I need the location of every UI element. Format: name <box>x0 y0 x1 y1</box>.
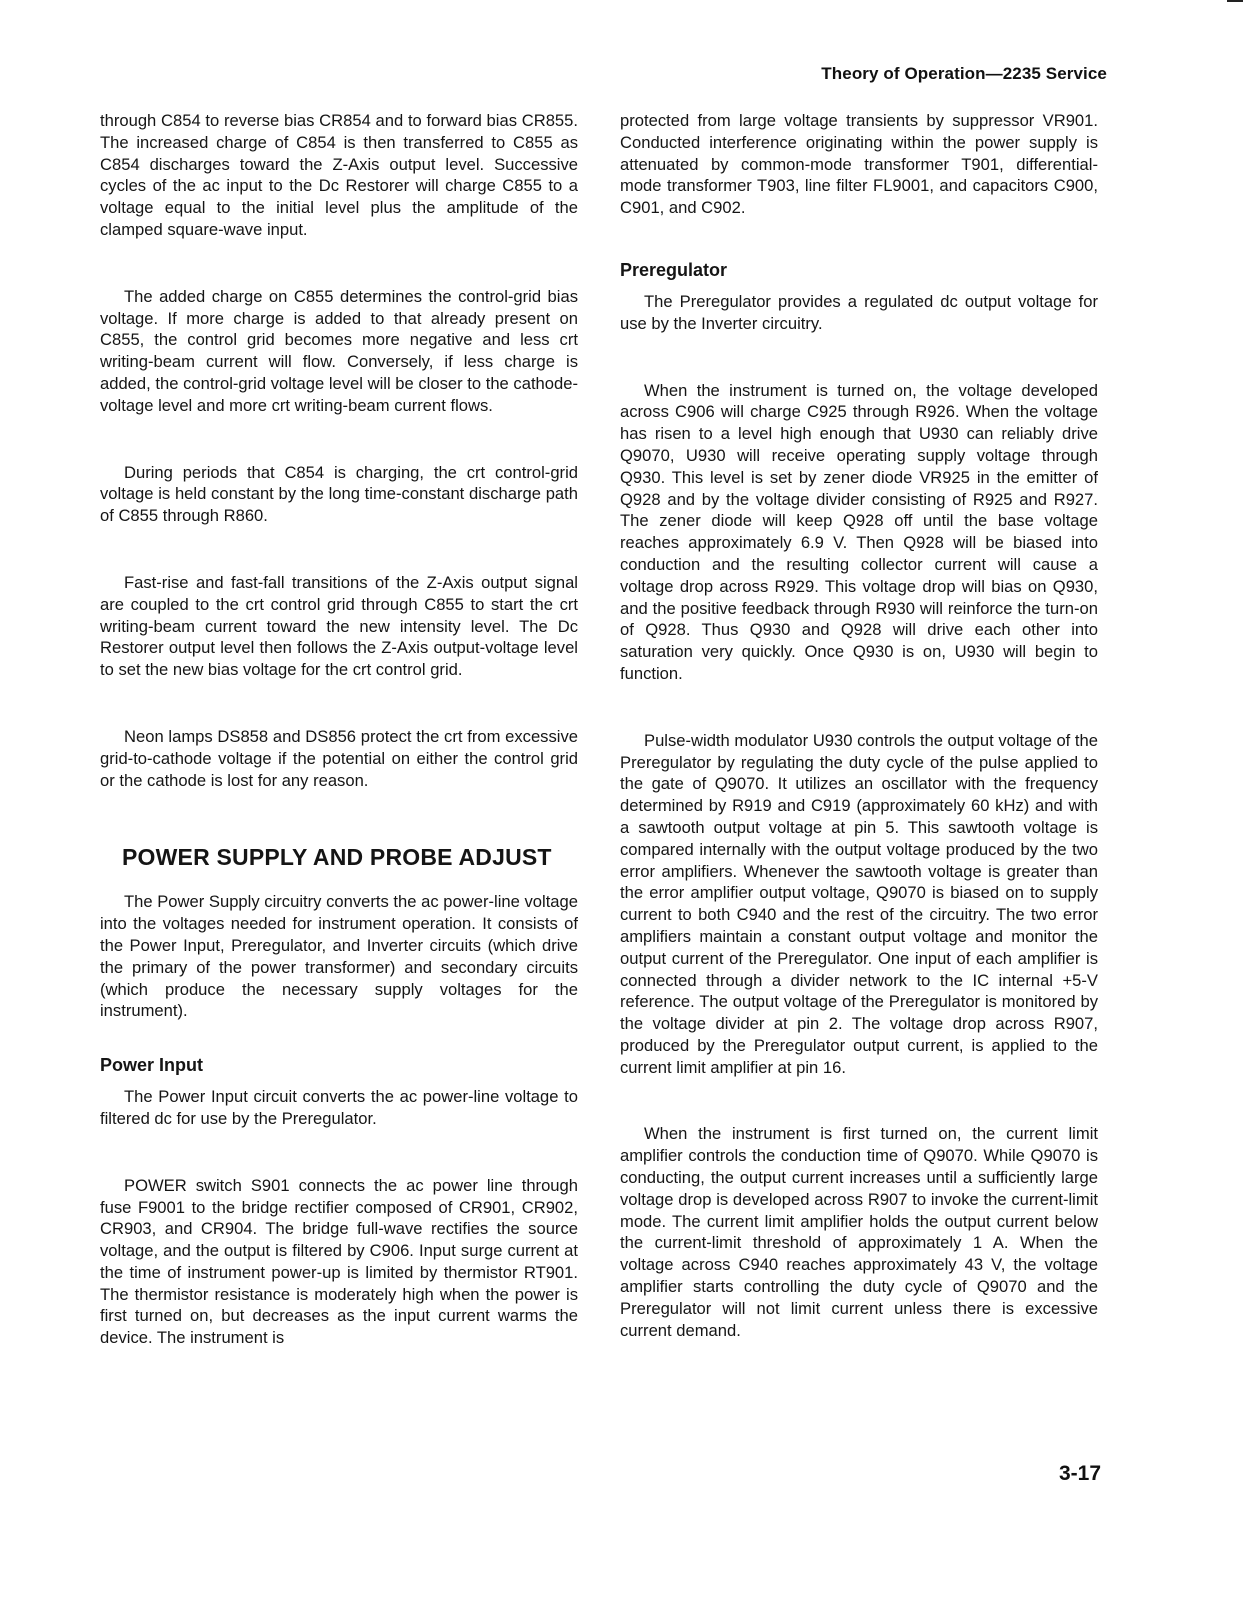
subheading-preregulator: Preregulator <box>620 259 728 280</box>
left-column <box>100 110 578 1349</box>
paragraph-c854-charging: During periods that C854 is charging, the crt control-grid voltage is held constant by the long time-constant discharge path of C855 through R860. <box>100 462 578 526</box>
running-header: Theory of Operation—2235 Service <box>821 64 1107 83</box>
scan-corner-mark <box>1227 0 1243 2</box>
paragraph-pulse-width-modulator: Pulse-width modulator U930 controls the output voltage of the Preregulator by regulating the duty cycle of the pulse applied to the gate of Q9070. It utilizes an oscillator with the frequency determined by R919 and C919 (approximately 60 kHz) and with a sawtooth output voltage at pin 5. This sawtooth voltage is compared internally with the output voltage produced by the two error amplifiers. Whenever the sawtooth voltage is greater than the error amplifier output voltage, Q9070 is biased on to supply current to both C940 and the rest of the circuitry. The two error amplifiers maintain a constant output voltage and monitor the output current of the Preregulator. One input of each amplifier is connected through a divider network to the IC internal +5-V reference. The output voltage of the Preregulator is monitored by the voltage divider at pin 2. The voltage drop across R907, produced by the Preregulator output current, is applied to the current limit amplifier at pin 16. <box>620 730 1098 1077</box>
right-column <box>620 110 1098 1341</box>
paragraph-power-switch: POWER switch S901 connects the ac power line through fuse F9001 to the bridge rectifier composed of CR901, CR902, CR903, and CR904. The bridge full-wave rectifies the source voltage, and the output is filtered by C906. Input surge current at the time of instrument power-up is limited by thermistor RT901. The thermistor resistance is moderately high when the power is first turned on, but decreases as the input current warms the device. The instrument is <box>100 1175 578 1348</box>
paragraph-preregulator-startup: When the instrument is turned on, the voltage developed across C906 will charge C925 through R926. When the voltage has risen to a level high enough that U930 can reliably drive Q9070, U930 will receive operating supply voltage through Q930. This level is set by zener diode VR925 in the emitter of Q928 and by the voltage divider consisting of R925 and R927. The zener diode will keep Q928 off until the base voltage reaches approximately 6.9 V. Then Q928 will be biased into conduction and the resulting collector current will cause a voltage drop across R929. This voltage drop will bias on Q930, and the positive feedback through R930 will reinforce the turn-on of Q928. Thus Q930 and Q928 will drive each other into saturation very quickly. Once Q930 is on, U930 will begin to function. <box>620 380 1098 683</box>
paragraph-current-limit: When the instrument is first turned on, the current limit amplifier controls the conduction time of Q9070. While Q9070 is conducting, the output current increases until a sufficiently large voltage drop is developed across R907 to invoke the current-limit mode. The current limit amplifier holds the output current below the current-limit threshold of approximately 1 A. When the voltage across C940 reaches approximately 43 V, the voltage amplifier starts controlling the duty cycle of Q9070 and the Preregulator will not limit current unless there is excessive current demand. <box>620 1124 1098 1340</box>
paragraph-power-input-overview: The Power Input circuit converts the ac power-line voltage to filtered dc for use by the Preregulator. <box>100 1087 578 1128</box>
paragraph-dc-restorer-continued: through C854 to reverse bias CR854 and to forward bias CR855. The increased charge of C854 is then transferred to C855 as C854 discharges toward the Z-Axis output level. Successive cycles of the ac input to the Dc Restorer will charge C855 to a voltage equal to the initial level plus the amplitude of the clamped square-wave input. <box>100 111 578 239</box>
paragraph-neon-lamps: Neon lamps DS858 and DS856 protect the crt from excessive grid-to-cathode voltage if the potential on either the control grid or the cathode is lost for any reason. <box>100 726 578 790</box>
paragraph-transient-protection: protected from large voltage transients by suppressor VR901. Conducted interference originating within the power supply is attenuated by common-mode transformer T901, differential-mode transformer T903, line filter FL9001, and capacitors C900, C901, and C902. <box>620 111 1098 218</box>
paragraph-control-grid-bias: The added charge on C855 determines the control-grid bias voltage. If more charge is added to that already present on C855, the control grid becomes more negative and less crt writing-beam current will flow. Conversely, if less charge is added, the control-grid voltage level will be closer to the cathode-voltage level and more crt writing-beam current flows. <box>100 286 578 415</box>
section-title-power-supply: POWER SUPPLY AND PROBE ADJUST <box>122 844 552 871</box>
page-number: 3-17 <box>1058 1462 1101 1485</box>
paragraph-power-supply-overview: The Power Supply circuitry converts the ac power-line voltage into the voltages needed for instrument operation. It consists of the Power Input, Preregulator, and Inverter circuits (which drive the primary of the power transformer) and secondary circuits (which produce the necessary supply voltages for the instrument). <box>100 892 578 1021</box>
paragraph-preregulator-overview: The Preregulator provides a regulated dc output voltage for use by the Inverter circuitry. <box>620 291 1098 333</box>
subheading-power-input: Power Input <box>100 1055 203 1076</box>
paragraph-fast-transitions: Fast-rise and fast-fall transitions of the Z-Axis output signal are coupled to the crt control grid through C855 to start the crt writing-beam current toward the new intensity level. The Dc Restorer output level then follows the Z-Axis output-voltage level to set the new bias voltage for the crt control grid. <box>100 572 578 680</box>
